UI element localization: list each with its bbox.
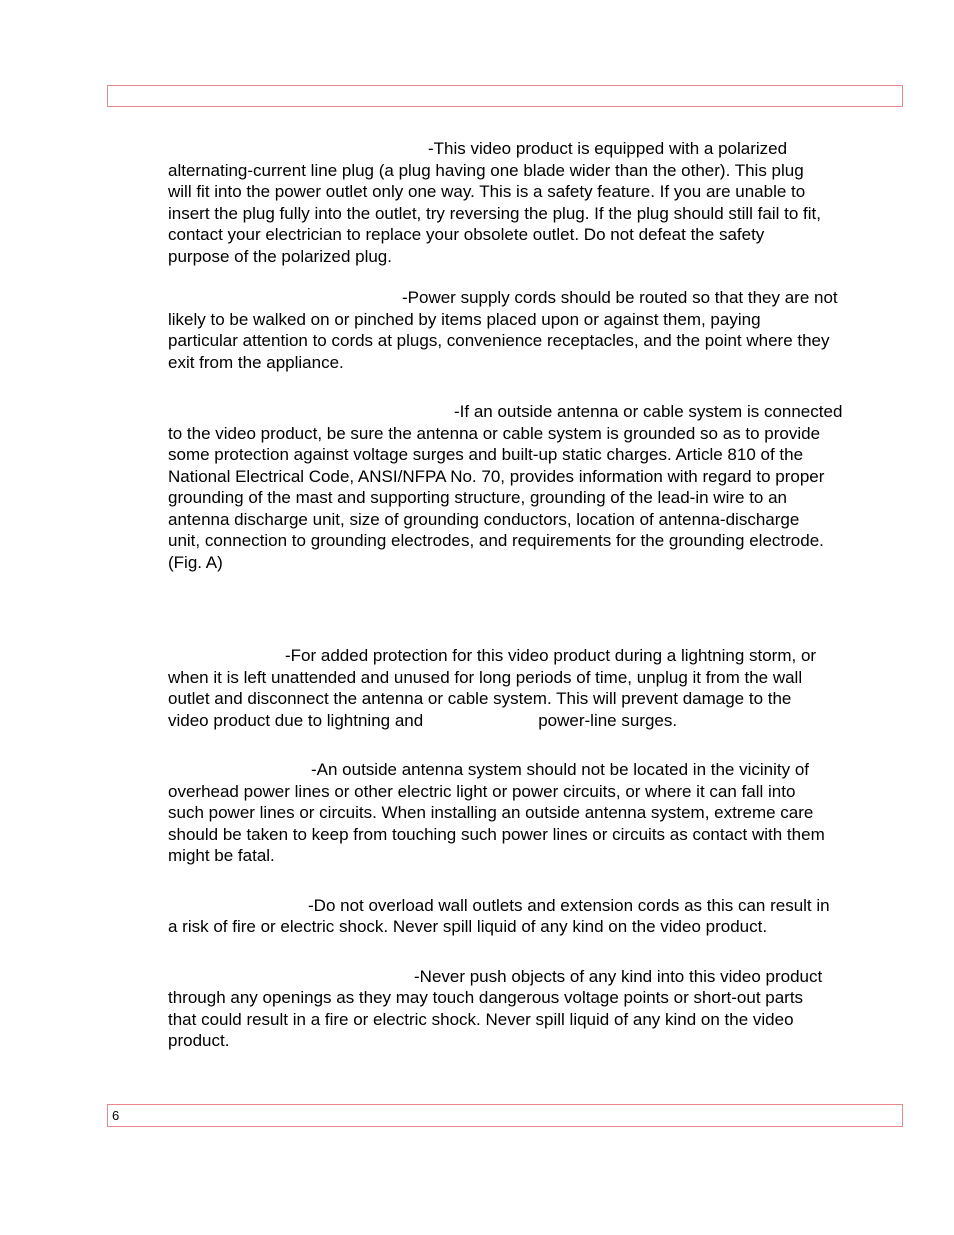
header-frame xyxy=(107,85,903,107)
power-lines-paragraph: -An outside antenna system should not be located in the vicinity of overhead power lines or other electric light or power circuits, or where it can fall into such power lines or circuits. When installing an outside antenna system, extreme care should be taken to keep from touching such power lines or circuits as contact with them might be fatal. xyxy=(168,760,825,865)
power-cord-protection-paragraph: -Power supply cords should be routed so that they are not likely to be walked on or pinched by items placed upon or against them, paying particular attention to cords at plugs, convenience receptacles, and the point where they exit from the appliance. xyxy=(168,288,838,372)
lightning-text: -For added protection for this video product during a lightning storm, or when it is left unattended and unused for long periods of time, unplug it from the wall outlet and disconnect the antenna or cable system. This will prevent damage to the video product due to lightning and xyxy=(168,646,817,730)
safety-instructions xyxy=(168,138,908,1052)
lightning-text-end: power-line surges. xyxy=(538,710,678,730)
object-liquid-entry-paragraph: -Never push objects of any kind into this video product through any openings as they may touch dangerous voltage points or short-out parts that could result in a fire or electric shock. Never spill liquid of any kind on the video product. xyxy=(168,966,823,1050)
outdoor-antenna-grounding-paragraph: -If an outside antenna or cable system is connected to the video product, be sure the antenna or cable system is grounded so as to provide some protection against voltage surges and built-up static charges. Article 810 of the National Electrical Code, ANSI/NFPA No. 70, provides information with regard to proper grounding of the mast and supporting structure, grounding of the lead-in wire to an antenna discharge unit, size of grounding conductors, location of antenna-discharge unit, connection to grounding electrodes, and requirements for the grounding electrode. (Fig. A) xyxy=(168,402,843,572)
overloading-paragraph: -Do not overload wall outlets and extension cords as this can result in a risk of fire or electric shock. Never spill liquid of any kind on the video product. xyxy=(168,895,830,936)
page-number: 6 xyxy=(112,1108,120,1123)
lightning-paragraph xyxy=(168,645,908,731)
polarization-paragraph: -This video product is equipped with a polarized alternating-current line plug (a plug having one blade wider than the other). This plug will fit into the power outlet only one way. This is a safety feature. If you are unable to insert the plug fully into the outlet, try reversing the plug. If the plug should still fail to fit, contact your electrician to replace your obsolete outlet. Do not defeat the safety purpose of the polarized plug. xyxy=(168,139,821,266)
footer-frame xyxy=(107,1104,903,1127)
